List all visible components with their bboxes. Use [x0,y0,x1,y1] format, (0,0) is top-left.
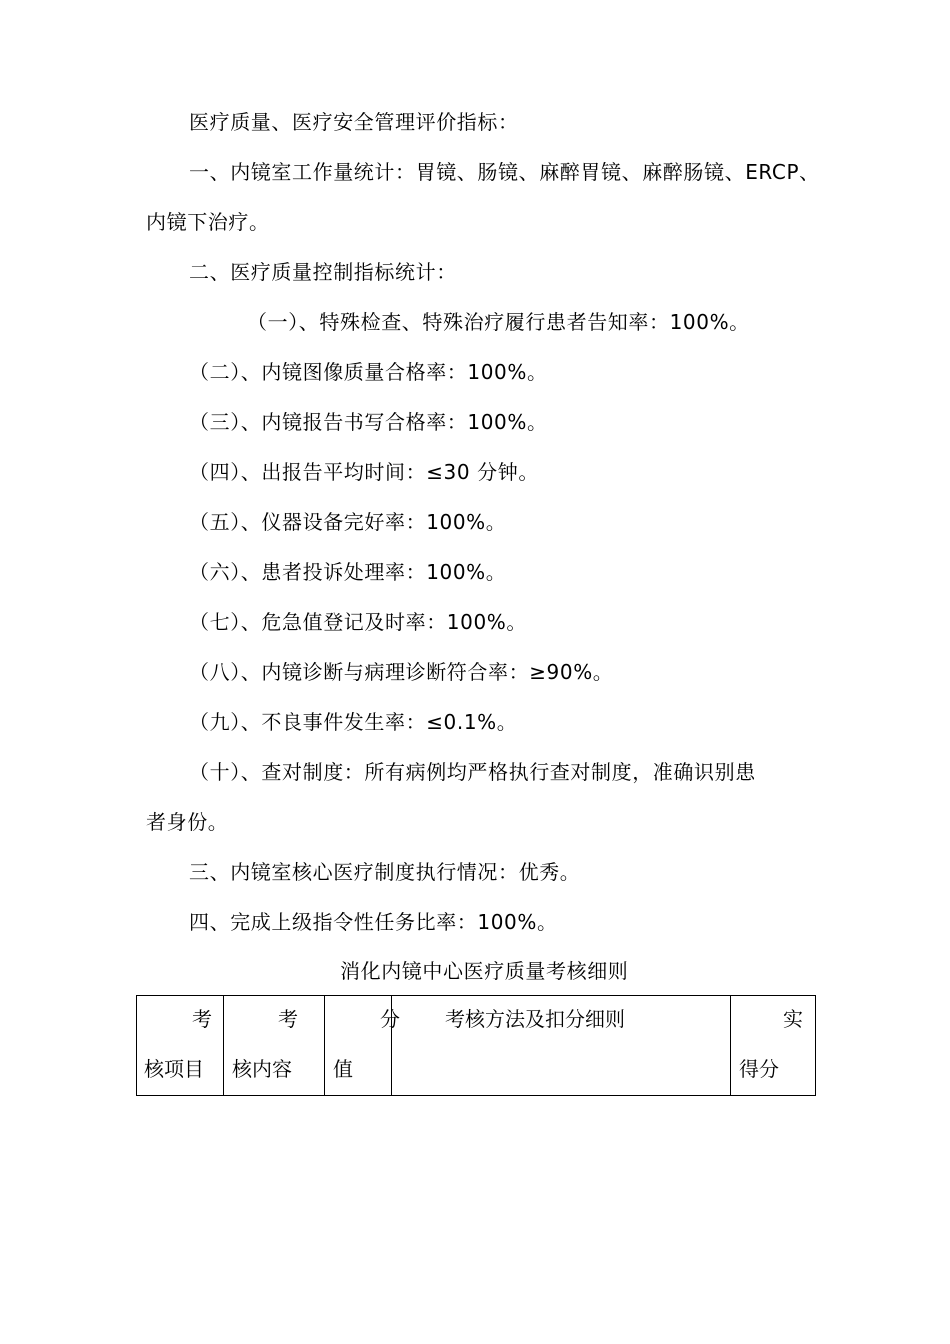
sub-item-9: （九）、不良事件发生率：≤0.1%。 [189,710,518,734]
item-2: 二、医疗质量控制指标统计： [189,260,457,284]
header-col3-top: 分 [380,1007,400,1031]
header-col1-bottom: 核项目 [144,1057,204,1081]
table-divider [730,996,731,1095]
header-col2-top: 考 [278,1007,298,1031]
item-4: 四、完成上级指令性任务比率：100%。 [189,910,558,934]
sub-item-10-line-2: 者身份。 [146,810,229,834]
table-divider [223,996,224,1095]
item-1-line-2: 内镜下治疗。 [146,210,270,234]
item-1-line-1: 一、内镜室工作量统计：胃镜、肠镜、麻醉胃镜、麻醉肠镜、ERCP、 [189,160,820,184]
assessment-table [136,995,816,1096]
sub-item-4: （四）、出报告平均时间：≤30 分钟。 [189,460,539,484]
table-title: 消化内镜中心医疗质量考核细则 [340,959,629,983]
sub-item-6: （六）、患者投诉处理率：100%。 [189,560,507,584]
header-col2-bottom: 核内容 [232,1057,292,1081]
sub-item-5: （五）、仪器设备完好率：100%。 [189,510,507,534]
item-3: 三、内镜室核心医疗制度执行情况：优秀。 [189,860,581,884]
header-col5-bottom: 得分 [739,1057,779,1081]
sub-item-8: （八）、内镜诊断与病理诊断符合率：≥90%。 [189,660,614,684]
sub-item-3: （三）、内镜报告书写合格率：100%。 [189,410,548,434]
sub-item-1: （一）、特殊检查、特殊治疗履行患者告知率：100%。 [247,310,750,334]
sub-item-10-line-1: （十）、查对制度：所有病例均严格执行查对制度，准确识别患 [189,760,756,784]
header-col5-top: 实 [783,1007,803,1031]
sub-item-2: （二）、内镜图像质量合格率：100%。 [189,360,548,384]
table-divider [324,996,325,1095]
header-col3-bottom: 值 [333,1057,353,1081]
header-col1-top: 考 [192,1007,212,1031]
sub-item-7: （七）、危急值登记及时率：100%。 [189,610,527,634]
header-col4: 考核方法及扣分细则 [445,1007,625,1031]
heading: 医疗质量、医疗安全管理评价指标： [189,110,519,134]
